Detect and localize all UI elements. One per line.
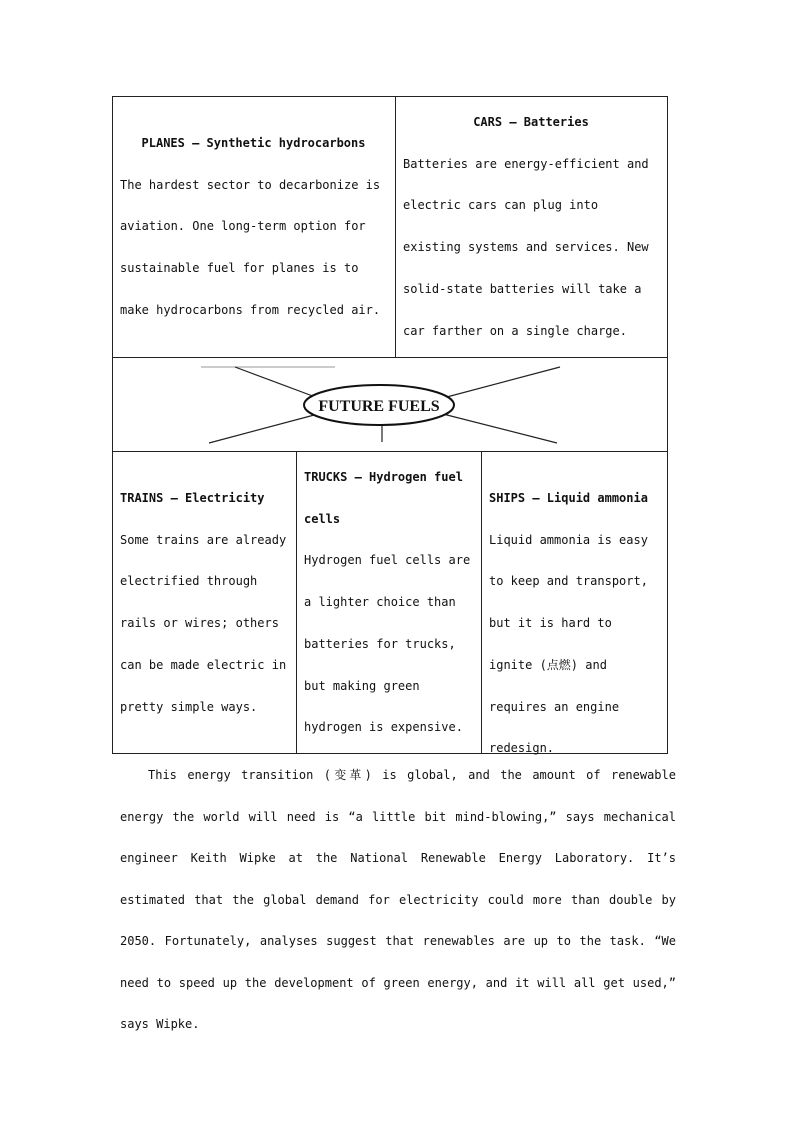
ships-cell (481, 478, 667, 770)
trucks-cell (296, 457, 481, 749)
trucks-heading: TRUCKS — Hydrogen fuel cells (304, 470, 463, 526)
cars-cell (395, 102, 667, 352)
cars-body: Batteries are energy-efficient and electric cars can plug into existing systems and services. New solid-state batteries will take a car farther on a single charge. (403, 156, 649, 338)
diagram-spoke (209, 414, 318, 443)
planes-heading: PLANES — Synthetic hydrocarbons (141, 136, 366, 150)
trucks-body: Hydrogen fuel cells are a lighter choice than batteries for trucks, but making green hydrogen is expensive. (304, 553, 471, 735)
diagram-spoke (443, 414, 557, 443)
trains-body: Some trains are already electrified through rails or wires; others can be made electric in pretty simple ways. (120, 532, 287, 714)
ships-body: Liquid ammonia is easy to keep and transport, but it is hard to ignite (点燃) and requires an engine redesign. (489, 532, 648, 756)
cars-heading: CARS — Batteries (473, 115, 589, 129)
diagram-spoke (235, 367, 318, 398)
planes-cell (112, 123, 395, 332)
ships-heading: SHIPS — Liquid ammonia (489, 491, 648, 505)
future-fuels-diagram (113, 358, 667, 451)
diagram-center-label: FUTURE FUELS (318, 398, 440, 415)
planes-body: The hardest sector to decarbonize is aviation. One long-term option for sustainable fuel for planes is to make hydrocarbons from recycled air. (120, 177, 381, 317)
diagram-spoke (443, 367, 560, 398)
table-row-divider (112, 451, 668, 452)
trains-cell (112, 478, 296, 728)
body-paragraph: This energy transition (变革) is global, and the amount of renewable energy the world will need is “a little bit mind-blowing,” says mechanical engineer Keith Wipke at the National Renewable Energy Laboratory. It’s estimated that the global demand for electricity could more than double by 2050. Fortunately, analyses suggest that renewables are up to the task. “We need to speed up the development of green energy, and it will all get used,” says Wipke. (120, 768, 676, 1031)
trains-heading: TRAINS — Electricity (120, 491, 265, 505)
